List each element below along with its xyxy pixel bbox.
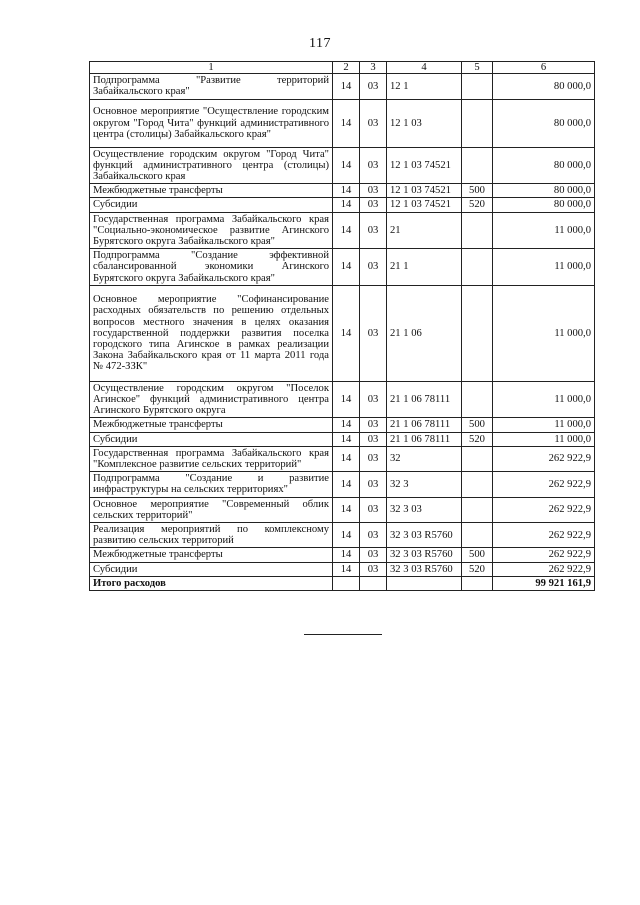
amount-cell: 262 922,9 [493, 523, 595, 548]
section-cell: 03 [360, 198, 387, 212]
section-cell: 03 [360, 147, 387, 184]
name-cell: Субсидии [90, 198, 333, 212]
section-cell: 03 [360, 497, 387, 522]
table-row [90, 432, 595, 446]
chapter-cell: 14 [333, 99, 360, 147]
header-cell-5: 5 [462, 62, 493, 74]
name-cell: Межбюджетные трансферты [90, 184, 333, 198]
name-cell: Основное мероприятие "Осуществление городским округом "Город Чита" функций административного центра (столицы) Забайкальского края" [90, 99, 333, 147]
amount-cell: 11 000,0 [493, 381, 595, 418]
chapter-cell: 14 [333, 74, 360, 99]
name-cell: Подпрограмма "Создание эффективной сбалансированной экономики Агинского Бурятского округа Забайкальского края" [90, 249, 333, 286]
name-cell: Осуществление городским округом "Поселок Агинское" функций административного центра Агинского Бурятского округа [90, 381, 333, 418]
target-article-cell: 32 3 03 R5760 [387, 523, 462, 548]
table-row [90, 418, 595, 432]
expense-type-cell: 500 [462, 548, 493, 562]
amount-cell: 262 922,9 [493, 446, 595, 471]
chapter-cell: 14 [333, 523, 360, 548]
amount-cell: 262 922,9 [493, 497, 595, 522]
target-article-cell: 12 1 03 [387, 99, 462, 147]
chapter-cell: 14 [333, 212, 360, 249]
section-cell: 03 [360, 212, 387, 249]
amount-cell: 80 000,0 [493, 99, 595, 147]
page-number: 117 [309, 36, 331, 51]
amount-cell: 262 922,9 [493, 562, 595, 576]
table-row [90, 147, 595, 184]
target-article-cell: 32 [387, 446, 462, 471]
name-cell: Государственная программа Забайкальского края "Социально-экономическое развитие Агинского Бурятского округа Забайкальского края" [90, 212, 333, 249]
total-amount: 99 921 161,9 [493, 576, 595, 590]
section-cell: 03 [360, 381, 387, 418]
table-row [90, 74, 595, 99]
header-row [90, 62, 595, 74]
target-article-cell: 32 3 03 R5760 [387, 562, 462, 576]
amount-cell: 11 000,0 [493, 432, 595, 446]
table-row [90, 446, 595, 471]
amount-cell: 11 000,0 [493, 249, 595, 286]
section-cell: 03 [360, 74, 387, 99]
chapter-cell: 14 [333, 418, 360, 432]
chapter-cell: 14 [333, 198, 360, 212]
table-row [90, 497, 595, 522]
name-cell: Субсидии [90, 432, 333, 446]
chapter-cell: 14 [333, 497, 360, 522]
header-cell-1: 1 [90, 62, 333, 74]
budget-table [89, 61, 595, 591]
expense-type-cell [462, 446, 493, 471]
end-divider [304, 634, 382, 635]
chapter-cell: 14 [333, 432, 360, 446]
amount-cell: 80 000,0 [493, 184, 595, 198]
target-article-cell: 32 3 03 R5760 [387, 548, 462, 562]
amount-cell: 80 000,0 [493, 74, 595, 99]
section-cell: 03 [360, 249, 387, 286]
amount-cell: 11 000,0 [493, 418, 595, 432]
table-row [90, 381, 595, 418]
chapter-cell: 14 [333, 548, 360, 562]
section-cell: 03 [360, 418, 387, 432]
total-row [90, 576, 595, 590]
table-row [90, 99, 595, 147]
table-row [90, 562, 595, 576]
expense-type-cell: 500 [462, 418, 493, 432]
target-article-cell: 12 1 03 74521 [387, 198, 462, 212]
target-article-cell: 12 1 03 74521 [387, 147, 462, 184]
section-cell: 03 [360, 99, 387, 147]
target-article-cell: 12 1 03 74521 [387, 184, 462, 198]
expense-type-cell [462, 249, 493, 286]
target-article-cell: 12 1 [387, 74, 462, 99]
name-cell: Основное мероприятие "Софинансирование расходных обязательств по решению отдельных вопросов местного значения в целях оказания государственной поддержки развития поселка городского типа Агинское в рамках реализации Закона Забайкальского края от 11 марта 2011 года № 472-ЗЗК" [90, 285, 333, 381]
table-row [90, 472, 595, 497]
target-article-cell: 32 3 03 [387, 497, 462, 522]
amount-cell: 80 000,0 [493, 147, 595, 184]
chapter-cell: 14 [333, 446, 360, 471]
expense-type-cell [462, 285, 493, 381]
name-cell: Подпрограмма "Развитие территорий Забайкальского края" [90, 74, 333, 99]
name-cell: Осуществление городским округом "Город Чита" функций административного центра (столицы) Забайкальского края [90, 147, 333, 184]
expense-type-cell [462, 381, 493, 418]
section-cell: 03 [360, 432, 387, 446]
table-row [90, 249, 595, 286]
chapter-cell: 14 [333, 285, 360, 381]
section-cell: 03 [360, 472, 387, 497]
target-article-cell: 21 1 06 [387, 285, 462, 381]
expense-type-cell [462, 472, 493, 497]
section-cell: 03 [360, 548, 387, 562]
chapter-cell: 14 [333, 147, 360, 184]
header-cell-6: 6 [493, 62, 595, 74]
amount-cell: 11 000,0 [493, 212, 595, 249]
name-cell: Основное мероприятие "Современный облик сельских территорий" [90, 497, 333, 522]
empty-cell [387, 576, 462, 590]
target-article-cell: 21 1 06 78111 [387, 432, 462, 446]
empty-cell [333, 576, 360, 590]
name-cell: Государственная программа Забайкальского края "Комплексное развитие сельских территорий" [90, 446, 333, 471]
section-cell: 03 [360, 446, 387, 471]
empty-cell [462, 576, 493, 590]
header-cell-3: 3 [360, 62, 387, 74]
expense-type-cell: 520 [462, 562, 493, 576]
header-cell-4: 4 [387, 62, 462, 74]
empty-cell [360, 576, 387, 590]
table-row [90, 523, 595, 548]
header-cell-2: 2 [333, 62, 360, 74]
section-cell: 03 [360, 285, 387, 381]
amount-cell: 11 000,0 [493, 285, 595, 381]
expense-type-cell: 500 [462, 184, 493, 198]
target-article-cell: 21 1 [387, 249, 462, 286]
expense-type-cell [462, 212, 493, 249]
expense-type-cell [462, 147, 493, 184]
target-article-cell: 21 [387, 212, 462, 249]
table-row [90, 212, 595, 249]
chapter-cell: 14 [333, 184, 360, 198]
expense-type-cell: 520 [462, 198, 493, 212]
name-cell: Субсидии [90, 562, 333, 576]
name-cell: Реализация мероприятий по комплексному развитию сельских территорий [90, 523, 333, 548]
amount-cell: 80 000,0 [493, 198, 595, 212]
name-cell: Межбюджетные трансферты [90, 548, 333, 562]
section-cell: 03 [360, 523, 387, 548]
section-cell: 03 [360, 184, 387, 198]
chapter-cell: 14 [333, 249, 360, 286]
table-row [90, 548, 595, 562]
target-article-cell: 21 1 06 78111 [387, 418, 462, 432]
amount-cell: 262 922,9 [493, 472, 595, 497]
expense-type-cell [462, 523, 493, 548]
target-article-cell: 21 1 06 78111 [387, 381, 462, 418]
chapter-cell: 14 [333, 381, 360, 418]
total-label: Итого расходов [90, 576, 333, 590]
expense-type-cell: 520 [462, 432, 493, 446]
chapter-cell: 14 [333, 472, 360, 497]
expense-type-cell [462, 99, 493, 147]
table-row [90, 198, 595, 212]
name-cell: Подпрограмма "Создание и развитие инфраструктуры на сельских территориях" [90, 472, 333, 497]
name-cell: Межбюджетные трансферты [90, 418, 333, 432]
table-row [90, 184, 595, 198]
chapter-cell: 14 [333, 562, 360, 576]
target-article-cell: 32 3 [387, 472, 462, 497]
expense-type-cell [462, 74, 493, 99]
expense-type-cell [462, 497, 493, 522]
section-cell: 03 [360, 562, 387, 576]
amount-cell: 262 922,9 [493, 548, 595, 562]
table-row [90, 285, 595, 381]
